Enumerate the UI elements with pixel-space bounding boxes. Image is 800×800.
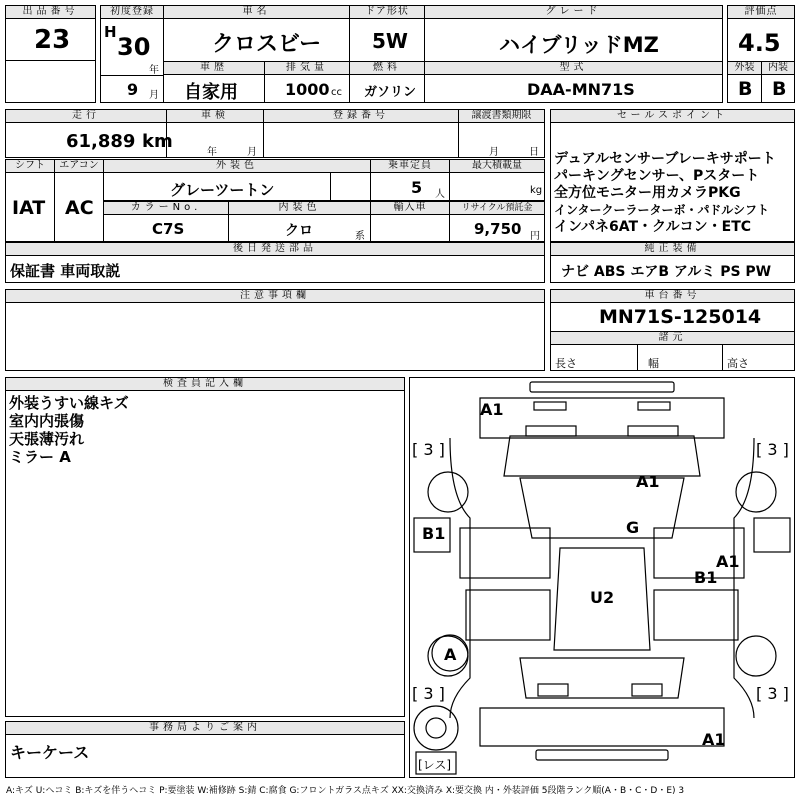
office-cell [5, 734, 405, 778]
mileage: 61,889 [66, 131, 136, 152]
score-cell [727, 18, 795, 62]
exterior-label: 外装 [727, 61, 762, 75]
shift-cell [5, 172, 55, 242]
inspection-month-unit: 月 [247, 147, 257, 158]
displacement-unit: cc [331, 87, 342, 98]
car-name: クロスビー [212, 32, 322, 57]
tire-tread-top-right: [ 3 ] [756, 440, 789, 459]
lot-blank [5, 60, 96, 103]
door: 5W [372, 29, 408, 53]
inspector-line: ミラー A [9, 448, 71, 466]
spare-tire: [レス] [418, 758, 452, 772]
mark-u2-roof: U2 [590, 588, 615, 607]
history: 自家用 [184, 82, 238, 103]
equipment-cell [550, 255, 795, 283]
mark-a1-bottom-right: A1 [702, 730, 726, 749]
int-color: クロ [285, 223, 313, 239]
office-value: キーケース [10, 743, 90, 762]
inspector-label: 検査員記入欄 [5, 377, 405, 391]
sales-line: インパネ6AT・クルコン・ETC [554, 219, 752, 235]
mark-a1-top-left: A1 [480, 400, 504, 419]
ext-color-label: 外装色 [103, 159, 371, 173]
recycle: 9,750 [474, 220, 522, 238]
inspection-label: 車検 [166, 109, 264, 123]
load-label: 最大積載量 [449, 159, 545, 173]
mileage-cell [5, 122, 173, 158]
displacement-cell [264, 74, 350, 103]
later-parts: 保証書 車両取説 [10, 262, 121, 280]
ac-label: エアコン [54, 159, 104, 173]
mark-a1-hood: A1 [636, 472, 660, 491]
transfer-day: 日 [529, 147, 539, 158]
spec-height [722, 344, 795, 371]
spec-length-label: 長さ [555, 357, 577, 370]
car-name-cell [163, 18, 350, 62]
car-outline [410, 378, 794, 777]
chassis-cell [550, 302, 795, 332]
capacity: 5 [411, 178, 423, 197]
spec-height-label: 高さ [727, 357, 749, 370]
sales-line: パーキングセンサー、Pスタート [554, 168, 760, 184]
first-reg-cell [100, 18, 164, 76]
mark-g-windshield: G [626, 518, 640, 537]
grade-cell [424, 18, 723, 62]
notes-label: 注意事項欄 [5, 289, 545, 303]
score-label: 評価点 [727, 5, 795, 19]
load-unit: kg [530, 185, 543, 196]
int-color-cell [228, 214, 371, 242]
spec-length [550, 344, 638, 371]
inspector-line: 天張薄汚れ [9, 430, 85, 448]
tire-tread-bottom-left: [ 3 ] [412, 684, 445, 703]
ext-color: グレーツートン [170, 181, 275, 199]
first-reg-label: 初度登録 [100, 5, 164, 19]
int-color-unit: 系 [355, 231, 365, 242]
notes-cell [5, 302, 545, 371]
door-label: ドア形状 [349, 5, 425, 19]
color-no-label: カラーNo. [103, 201, 229, 215]
transfer-cell [458, 122, 545, 158]
chassis-label: 車台番号 [550, 289, 795, 303]
legend: A:キズ U:ヘコミ B:キズを伴うヘコミ P:要塗装 W:補修跡 S:錆 C:腐食 G:フロントガラス点キズ XX:交換済み X:要交換 内・外装評価 5段階ランク順(A・B・C・D・E) 3 [6, 786, 685, 796]
month-cell [100, 75, 164, 103]
tire-tread-top-left: [ 3 ] [412, 440, 445, 459]
displacement: 1000 [285, 80, 330, 99]
ext-color-cell [103, 172, 331, 201]
sales-line: 全方位モニター用カメラPKG [554, 185, 741, 201]
int-color-label: 内装色 [228, 201, 371, 215]
grade: ハイブリッドMZ [499, 33, 659, 57]
interior-cell [761, 74, 795, 103]
tire-tread-bottom-right: [ 3 ] [756, 684, 789, 703]
month-unit: 月 [149, 90, 159, 101]
capacity-cell [370, 172, 450, 201]
year: 30 [117, 33, 151, 61]
sales-line: インタークーラーターボ・パドルシフト [554, 203, 769, 217]
spec-label: 諸元 [550, 331, 795, 345]
history-cell [163, 74, 265, 103]
fuel: ガソリン [364, 85, 417, 100]
inspector-line: 外装うすい線キズ [9, 394, 129, 412]
reg-no-label: 登録番号 [263, 109, 459, 123]
interior-label: 内装 [761, 61, 795, 75]
car-name-label: 車名 [163, 5, 350, 19]
sales-label: セールスポイント [550, 109, 795, 123]
later-parts-cell [5, 255, 545, 283]
fuel-label: 燃料 [349, 61, 425, 75]
door-cell [349, 18, 425, 62]
later-parts-label: 後日発送部品 [5, 242, 545, 256]
sales-cell [550, 122, 795, 242]
mileage-label: 走行 [5, 109, 167, 123]
ext-color-extra [330, 172, 371, 201]
era: H [104, 23, 117, 41]
capacity-unit: 人 [435, 189, 445, 200]
office-label: 事務局よりご案内 [5, 721, 405, 735]
inspection-cell [166, 122, 264, 158]
model-label: 型式 [424, 61, 723, 75]
mark-a-rear-left: A [444, 645, 457, 664]
mark-b1-left: B1 [422, 524, 446, 543]
load-cell [449, 172, 545, 201]
mileage-unit: km [142, 131, 173, 152]
chassis-number: MN71S-125014 [599, 306, 762, 328]
sales-line: デュアルセンサーブレーキサポート [554, 151, 776, 167]
shift-label: シフト [5, 159, 55, 173]
spec-width-label: 幅 [648, 357, 659, 370]
transfer-month: 月 [489, 147, 499, 158]
lot-cell [5, 18, 96, 61]
month: 9 [127, 80, 139, 99]
mark-b1-right-door: B1 [694, 568, 718, 587]
ac-cell [54, 172, 104, 242]
shift: IAT [12, 197, 46, 219]
color-no-cell [103, 214, 229, 242]
exterior-cell [727, 74, 762, 103]
inspector-cell [5, 390, 405, 717]
lot-value: 23 [34, 25, 71, 55]
recycle-unit: 円 [530, 231, 540, 242]
recycle-cell [449, 214, 545, 242]
reg-no-cell [263, 122, 459, 158]
mark-a1-right-door: A1 [716, 552, 740, 571]
grade-label: グレード [424, 5, 723, 19]
import-label: 輸入車 [370, 201, 450, 215]
spec-width [637, 344, 723, 371]
model-cell [424, 74, 723, 103]
equipment-label: 純正装備 [550, 242, 795, 256]
year-unit: 年 [149, 65, 159, 76]
model: DAA-MN71S [527, 80, 635, 99]
history-label: 車歴 [163, 61, 265, 75]
lot-label: 出品番号 [5, 5, 96, 19]
fuel-cell [349, 74, 425, 103]
ac: AC [65, 197, 94, 219]
equipment: ナビ ABS エアB アルミ PS PW [561, 264, 772, 280]
transfer-label: 譲渡書類期限 [458, 109, 545, 123]
score: 4.5 [738, 29, 781, 57]
capacity-label: 乗車定員 [370, 159, 450, 173]
color-no: C7S [152, 220, 185, 238]
car-diagram [409, 377, 795, 778]
inspector-line: 室内内張傷 [9, 412, 85, 430]
interior: B [772, 78, 787, 100]
exterior: B [738, 78, 753, 100]
import-cell [370, 214, 450, 242]
inspection-year-unit: 年 [207, 147, 217, 158]
recycle-label: リサイクル預託金 [449, 201, 545, 215]
displacement-label: 排気量 [264, 61, 350, 75]
